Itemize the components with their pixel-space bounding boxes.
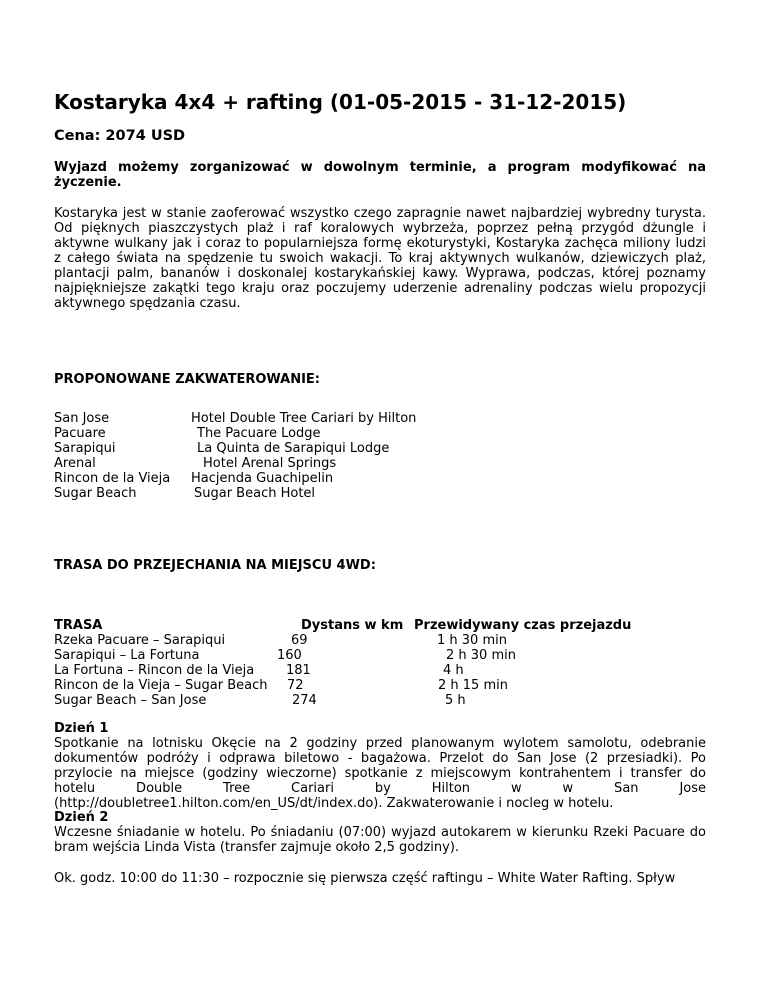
route-name: La Fortuna – Rincon de la Vieja <box>54 663 255 678</box>
accommodation-place: Arenal <box>54 456 96 471</box>
accommodation-row <box>54 471 706 486</box>
day-1-text: Spotkanie na lotnisku Okęcie na 2 godziny przed planowanym wylotem samolotu, odebranie dokumentów podróży i odprawa biletowo - bagażowa. Przelot do San Jose (2 przesiadki). Po przylocie na miejsce (godziny wieczorne) spotkanie z miejscowym kontrahentem i transfer do hotelu Double Tree Cariari by Hilton w w San Jose (http://doubletree1.hilton.com/en_US/dt/index.do). Zakwaterowanie i nocleg w hotelu. <box>54 736 706 811</box>
time-column-header: Przewidywany czas przejazdu <box>414 618 632 633</box>
route-time: 5 h <box>445 693 466 708</box>
accommodation-hotel: Sugar Beach Hotel <box>194 486 316 501</box>
distance-column-header: Dystans w km <box>301 618 404 633</box>
route-row <box>54 663 706 678</box>
route-heading: TRASA DO PRZEJECHANIA NA MIEJSCU 4WD: <box>54 558 376 573</box>
route-distance: 69 <box>291 633 308 648</box>
route-row <box>54 678 706 693</box>
day-2-text: Wczesne śniadanie w hotelu. Po śniadaniu (07:00) wyjazd autokarem w kierunku Rzeki Pacuare do bram wejścia Linda Vista (transfer zajmuje około 2,5 godziny). <box>54 825 706 855</box>
accommodation-row <box>54 426 706 441</box>
route-distance: 160 <box>277 648 302 663</box>
route-column-header: TRASA <box>54 618 103 633</box>
route-distance: 72 <box>287 678 304 693</box>
day-2-text-continued: Ok. godz. 10:00 do 11:30 – rozpocznie się pierwsza część raftingu – White Water Rafting. Spływ <box>54 871 676 886</box>
notice: Wyjazd możemy zorganizować w dowolnym terminie, a program modyfikować na życzenie. <box>54 160 706 190</box>
route-name: Rzeka Pacuare – Sarapiqui <box>54 633 226 648</box>
accommodation-row <box>54 456 706 471</box>
document-title: Kostaryka 4x4 + rafting (01-05-2015 - 31-12-2015) <box>54 90 627 114</box>
accommodation-place: Pacuare <box>54 426 106 441</box>
accommodation-row <box>54 486 706 501</box>
route-time: 1 h 30 min <box>437 633 507 648</box>
accommodation-hotel: Hacjenda Guachipelin <box>191 471 334 486</box>
accommodation-place: Sugar Beach <box>54 486 137 501</box>
accommodation-place: Rincon de la Vieja <box>54 471 171 486</box>
accommodation-row <box>54 411 706 426</box>
route-time: 4 h <box>443 663 464 678</box>
intro-paragraph: Kostaryka jest w stanie zaoferować wszystko czego zapragnie nawet najbardziej wybredny turysta. Od pięknych piaszczystych plaż i raf koralowych wybrzeża, poprzez pełną przygód dżungle i aktywne wulkany jak i coraz to popularniejsza formę ekoturystyki, Kostaryka zachęca miliony ludzi z całego świata na spędzenie tu swoich wakacji. To kraj aktywnych wulkanów, dziewiczych plaż, plantacji palm, bananów i doskonalej kostarykańskiej kawy. Wyprawa, podczas, której poznamy najpiękniejsze zakątki tego kraju oraz poczujemy uderzenie adrenaliny podczas wielu propozycji aktywnego spędzania czasu. <box>54 206 706 311</box>
accommodation-hotel: Hotel Arenal Springs <box>203 456 337 471</box>
route-row <box>54 633 706 648</box>
route-distance: 181 <box>286 663 311 678</box>
accommodation-place: San Jose <box>54 411 110 426</box>
route-name: Sarapiqui – La Fortuna <box>54 648 200 663</box>
day-1-title: Dzień 1 <box>54 721 109 736</box>
accommodation-row <box>54 441 706 456</box>
route-distance: 274 <box>292 693 317 708</box>
accommodation-place: Sarapiqui <box>54 441 116 456</box>
route-name: Rincon de la Vieja – Sugar Beach <box>54 678 268 693</box>
route-row <box>54 693 706 708</box>
accommodation-heading: PROPONOWANE ZAKWATEROWANIE: <box>54 372 320 387</box>
price: Cena: 2074 USD <box>54 128 186 144</box>
route-time: 2 h 30 min <box>446 648 516 663</box>
route-name: Sugar Beach – San Jose <box>54 693 207 708</box>
accommodation-hotel: Hotel Double Tree Cariari by Hilton <box>191 411 417 426</box>
accommodation-hotel: La Quinta de Sarapiqui Lodge <box>197 441 390 456</box>
day-2-title: Dzień 2 <box>54 810 109 825</box>
route-row <box>54 648 706 663</box>
route-header-row <box>54 618 706 633</box>
route-time: 2 h 15 min <box>438 678 508 693</box>
accommodation-hotel: The Pacuare Lodge <box>197 426 321 441</box>
